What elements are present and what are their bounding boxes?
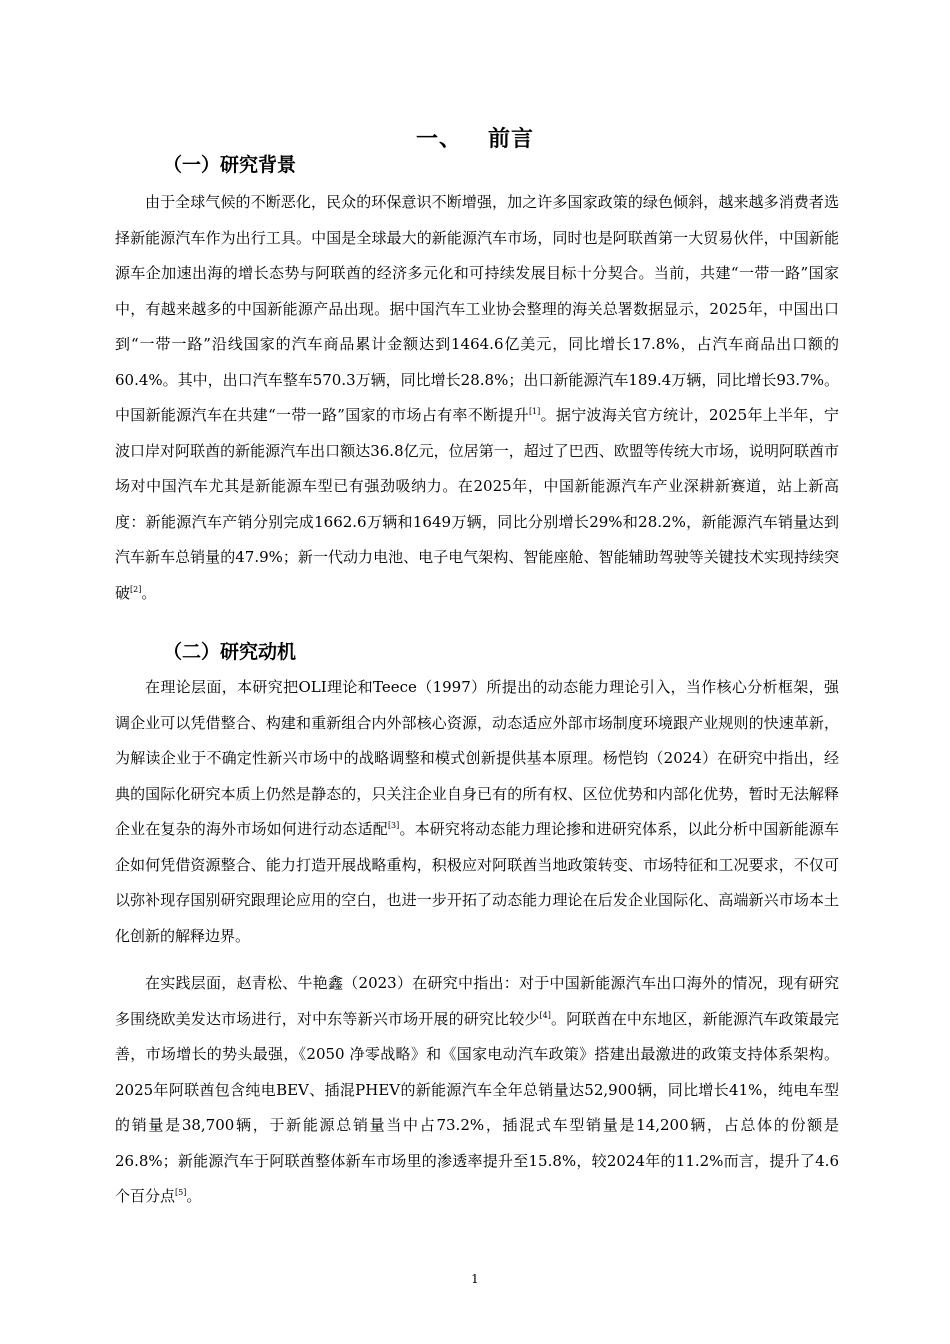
citation-ref: [3] xyxy=(387,821,400,830)
citation-ref: [2] xyxy=(130,584,142,594)
chapter-number: 一、 xyxy=(415,127,462,152)
paragraph-text-run: 。 xyxy=(141,583,157,602)
paragraph-text-run: 。 xyxy=(186,1187,202,1205)
paragraph-text-run: 在实践层面，赵青松、牛艳鑫（2023）在研究中指出：对于中国新能源汽车出口海外的情况，现有研究多围绕欧美发达市场进行，对中东等新兴市场开展的研究比较少 xyxy=(115,974,839,1028)
page-number: 1 xyxy=(471,1272,479,1286)
paragraph-theory xyxy=(115,670,839,954)
chapter-title xyxy=(0,122,950,153)
section-title-motivation: （二）研究动机 xyxy=(163,641,297,663)
paragraph-text-run: 由于全球气候的不断恶化，民众的环保意识不断增强，加之许多国家政策的绿色倾斜，越来越多消费者选择新能源汽车作为出行工具。中国是全球最大的新能源汽车市场，同时也是阿联酋第一大贸易伙伴，中国新能源车企加速出海的增长态势与阿联酋的经济多元化和可持续发展目标十分契合。当前，共建“一带一路”国家中，有越来越多的中国新能源产品出现。据中国汽车工业协会整理的海关总署数据显示，2025年，中国出口到“一带一路”沿线国家的汽车商品累计金额达到1464.6亿美元，同比增长17.8%，占汽车商品出口额的60.4%。其中，出口汽车整车570.3万辆，同比增长28.8%；出口新能源汽车189.4万辆，同比增长93.7%。中国新能源汽车在共建“一带一路”国家的市场占有率不断提升 xyxy=(115,193,839,424)
paragraph-background xyxy=(115,185,839,611)
paragraph-text-run: 。本研究将动态能力理论掺和进研究体系，以此分析中国新能源车企如何凭借资源整合、能力打造开展战略重构，积极应对阿联酋当地政策转变、市场特征和工况要求，不仅可以弥补现存国别研究跟理论应用的空白，也进一步开拓了动态能力理论在后发企业国际化、高端新兴市场本土化创新的解释边界。 xyxy=(115,820,839,945)
citation-ref: [5] xyxy=(175,1188,187,1197)
paragraph-practice xyxy=(115,966,839,1215)
citation-ref: [4] xyxy=(539,1010,551,1020)
paragraph-text-run: 在理论层面，本研究把OLI理论和Teece（1997）所提出的动态能力理论引入，当作核心分析框架，强调企业可以凭借整合、构建和重新组合内外部核心资源，动态适应外部市场制度环境跟产业规则的快速革新，为解读企业于不确定性新兴市场中的战略调整和模式创新提供基本原理。杨恺钧（2024）在研究中指出，经典的国际化研究本质上仍然是静态的，只关注企业自身已有的所有权、区位优势和内部化优势，暂时无法解释企业在复杂的海外市场如何进行动态适配 xyxy=(115,678,839,838)
section-title-background: （一）研究背景 xyxy=(163,154,297,176)
paragraph-text-run: 。据宁波海关官方统计，2025年上半年，宁波口岸对阿联酋的新能源汽车出口额达36.8亿元，位居第一，超过了巴西、欧盟等传统大市场，说明阿联酋市场对中国汽车尤其是新能源车型已有强劲吸纳力。在2025年，中国新能源汽车产业深耕新赛道，站上新高度：新能源汽车产销分别完成1662.6万辆和1649万辆，同比分别增长29%和28.2%，新能源汽车销量达到汽车新车总销量的47.9%；新一代动力电池、电子电气架构、智能座舱、智能辅助驾驶等关键技术实现持续突破 xyxy=(115,406,839,602)
paragraph-text-run: 。阿联酋在中东地区，新能源汽车政策最完善，市场增长的势头最强，《2050 净零战略》和《国家电动汽车政策》搭建出最激进的政策支持体系架构。2025年阿联酋包含纯电BEV、插混PHEV的新能源汽车全年总销量达52,900辆，同比增长41%，纯电车型的销量是38,700辆，于新能源总销量当中占73.2%，插混式车型销量是14,200辆，占总体的份额是26.8%；新能源汽车于阿联酋整体新车市场里的渗透率提升至15.8%，较2024年的11.2%而言，提升了4.6个百分点 xyxy=(115,1009,839,1205)
citation-ref: [1] xyxy=(528,407,541,416)
chapter-title-text: 前言 xyxy=(488,127,535,152)
